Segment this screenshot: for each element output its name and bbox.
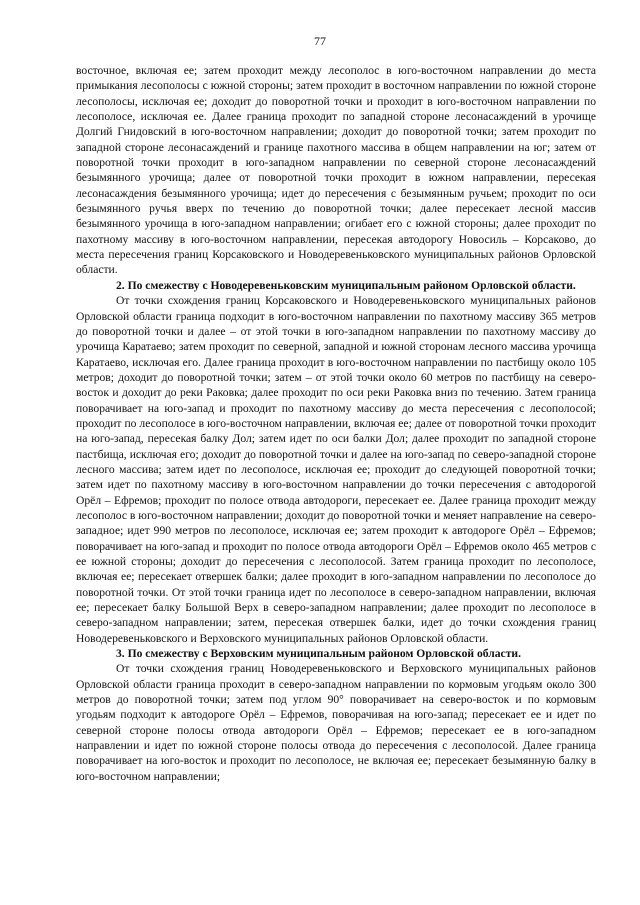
paragraph-continuation: восточное, включая ее; затем проходит между лесополос в юго-восточном направлении до места примыкания лесополосы с южной стороны; затем проходит в восточном направлении по южной стороне лесополосы, исключая ее; доходит до поворотной точки и проходит в юго-восточном направлении по лесополосе, исключая ее. Далее граница проходит по западной стороне лесонасаждений в урочище Долгий Гнидовский в юго-восточном направлении; доходит до поворотной точки; затем проходит по западной стороне лесонасаждений и границе пахотного массива в общем направлении на юг; затем от поворотной точки проходит в юго-западном направлении по северной стороне лесонасаждений безымянного урочища; далее от поворотной точки проходит в южном направлении, пересекая лесонасаждения безымянного урочища; идет до пересечения с безымянным ручьем; проходит по оси безымянного ручья вверх по течению до поворотной точки; далее пересекает лесной массив безымянного урочища в юго-западном направлении; огибает его с южной стороны; далее проходит по пахотному массиву в юго-восточном направлении, пересекая автодорогу Новосиль – Корсаково, до места пересечения границ Корсаковского и Новодеревеньковского муниципальных районов Орловской области. [76,64,596,277]
page-number: 77 [314,34,326,48]
document-body [76,63,596,784]
section-heading-3: 3. По смежеству с Верховским муниципальным районом Орловской области. [116,647,521,661]
section-heading-2: 2. По смежеству с Новодеревеньковским муниципальным районом Орловской области. [116,278,576,292]
paragraph-section-2: От точки схождения границ Корсаковского и Новодеревеньковского муниципальных районов Орловской области граница подходит в юго-восточном направлении по пахотному массиву 365 метров до поворотной точки и далее – от этой точки в юго-западном направлении по пахотному массиву до урочища Каратаево; затем проходит по северной, западной и южной сторонам лесного массива урочища Каратаево, исключая его. Далее граница проходит в юго-восточном направлении по пастбищу около 105 метров; доходит до поворотной точки; затем – от этой точки около 60 метров по пастбищу на северо-восток и доходит до реки Раковка; далее проходит по оси реки Раковка вниз по течению. Затем граница поворачивает на юго-запад и проходит по пахотному массиву до места пересечения с лесополосой; проходит по лесополосе в юго-восточном направлении, включая ее; далее от поворотной точки проходит на юго-запад, пересекая балку Дол; затем идет по оси балки Дол; далее проходит по западной стороне пастбища, исключая его; доходит до поворотной точки и далее на юго-запад по северо-западной стороне лесного массива; затем идет по лесополосе, исключая ее; проходит до следующей поворотной точки; затем идет по пахотному массиву в юго-восточном направлении до точки пересечения с автодорогой Орёл – Ефремов; проходит по полосе отвода автодороги, пересекает ее. Далее граница проходит между лесополос в юго-восточном направлении; доходит до поворотной точки и меняет направление на северо-западное; идет 990 метров по лесополосе, исключая ее; затем проходит к автодороге Орёл – Ефремов; поворачивает на юго-запад и проходит по полосе отвода автодороги Орёл – Ефремов около 465 метров с ее южной стороны; доходит до пересечения с лесополосой. Затем граница проходит по лесополосе, включая ее; пересекает отвершек балки; далее проходит в юго-западном направлении по лесополосе до поворотной точки. От этой точки граница идет по лесополосе в северо-западном направлении, включая ее; пересекает балку Большой Верх в северо-западном направлении; далее проходит по лесополосе в северо-западном направлении; затем, пересекая отвершек балки, идет до точки схождения границ Новодеревеньковского и Верховского муниципальных районов Орловской области. [76,294,596,645]
paragraph-section-3: От точки схождения границ Новодеревеньковского и Верховского муниципальных районов Орловской области граница проходит в северо-западном направлении по кормовым угодьям около 300 метров до поворотной точки; затем под углом 90° поворачивает на северо-восток и по кормовым угодьям подходит к автодороге Орёл – Ефремов, поворачивая на юго-запад; пересекает ее и идет по северной стороне полосы отвода автодороги Орёл – Ефремов; пересекает ее в юго-западном направлении и идет по южной стороне полосы отвода до пересечения с лесополосой. Далее граница поворачивает на юго-восток и проходит по лесополосе, не включая ее; пересекает безымянную балку в юго-восточном направлении; [76,662,596,783]
